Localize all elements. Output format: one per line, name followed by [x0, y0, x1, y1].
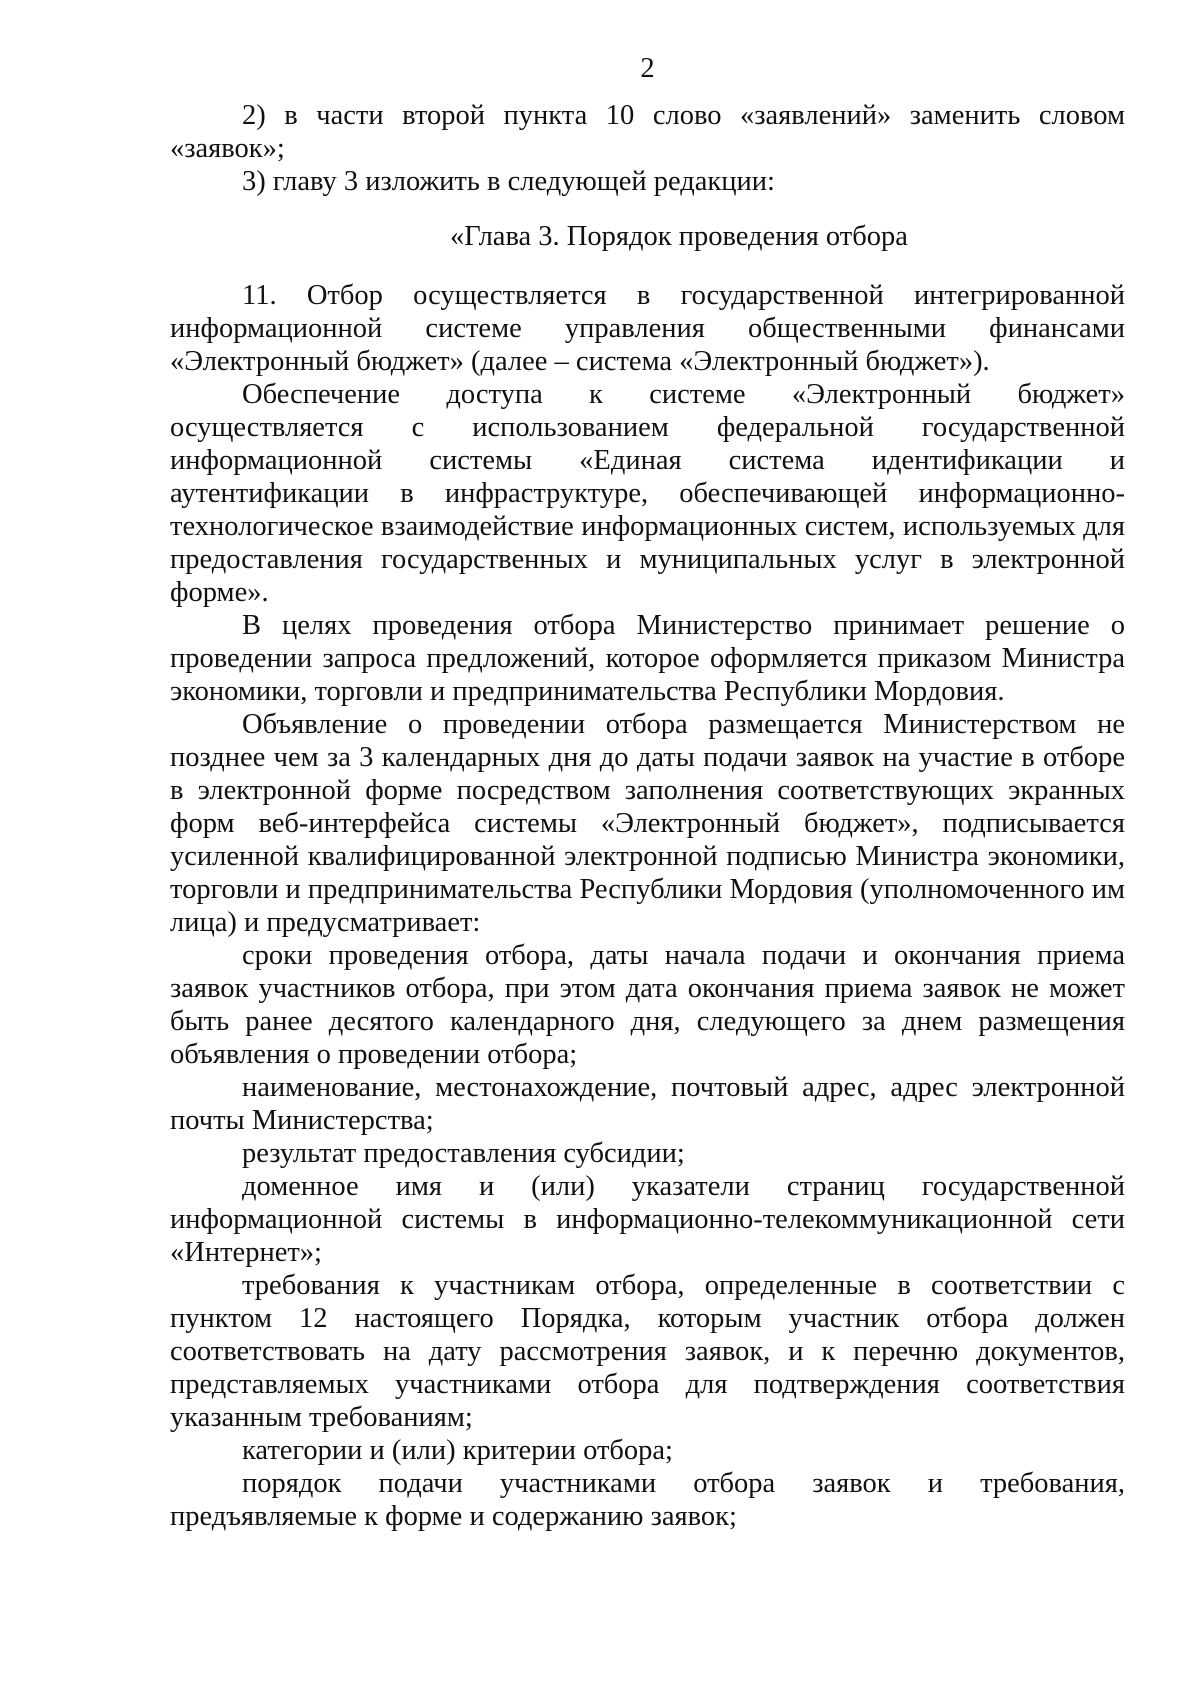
paragraph-deadlines: сроки проведения отбора, даты начала подачи и окончания приема заявок участников отбора, при этом дата окончания приема заявок не может быть ранее десятого календарного дня, следующего за днем размещения объявления о проведении отбора; [170, 940, 1125, 1070]
page-number: 2 [640, 53, 655, 84]
paragraph-amendment-3: 3) главу 3 изложить в следующей редакции: [242, 166, 775, 197]
paragraph-criteria: категории и (или) критерии отбора; [242, 1435, 673, 1466]
document-page [170, 52, 1125, 1533]
paragraph-contacts: наименование, местонахождение, почтовый адрес, адрес электронной почты Министерства; [170, 1072, 1125, 1136]
paragraph-requirements: требования к участникам отбора, определенные в соответствии с пунктом 12 настоящего Порядка, которым участник отбора должен соответствовать на дату рассмотрения заявок, и к перечню документов, представляемых участниками отбора для подтверждения соответствия указанным требованиям; [170, 1270, 1125, 1433]
paragraph-access: Обеспечение доступа к системе «Электронный бюджет» осуществляется с использованием федеральной государственной информационной системы «Единая система идентификации и аутентификации в инфраструктуре, обеспечивающей информационно-технологическое взаимодействие информационных систем, используемых для предоставления государственных и муниципальных услуг в электронной форме». [170, 379, 1125, 608]
paragraph-decision: В целях проведения отбора Министерство принимает решение о проведении запроса предложений, которое оформляется приказом Министра экономики, торговли и предпринимательства Республики Мордовия. [170, 610, 1125, 707]
paragraph-11: 11. Отбор осуществляется в государственной интегрированной информационной системе управления общественными финансами «Электронный бюджет» (далее – система «Электронный бюджет»). [170, 280, 1125, 377]
paragraph-domain: доменное имя и (или) указатели страниц государственной информационной системы в информационно-телекоммуникационной сети «Интернет»; [170, 1171, 1125, 1268]
paragraph-amendment-2: 2) в части второй пункта 10 слово «заявлений» заменить словом «заявок»; [170, 100, 1125, 164]
chapter-title: «Глава 3. Порядок проведения отбора [450, 221, 908, 252]
paragraph-submission-order: порядок подачи участниками отбора заявок и требования, предъявляемые к форме и содержанию заявок; [170, 1468, 1125, 1532]
paragraph-announcement: Объявление о проведении отбора размещается Министерством не позднее чем за 3 календарных дня до даты подачи заявок на участие в отборе в электронной форме посредством заполнения соответствующих экранных форм веб-интерфейса системы «Электронный бюджет», подписывается усиленной квалифицированной электронной подписью Министра экономики, торговли и предпринимательства Республики Мордовия (уполномоченного им лица) и предусматривает: [170, 709, 1125, 938]
paragraph-result: результат предоставления субсидии; [242, 1138, 685, 1169]
